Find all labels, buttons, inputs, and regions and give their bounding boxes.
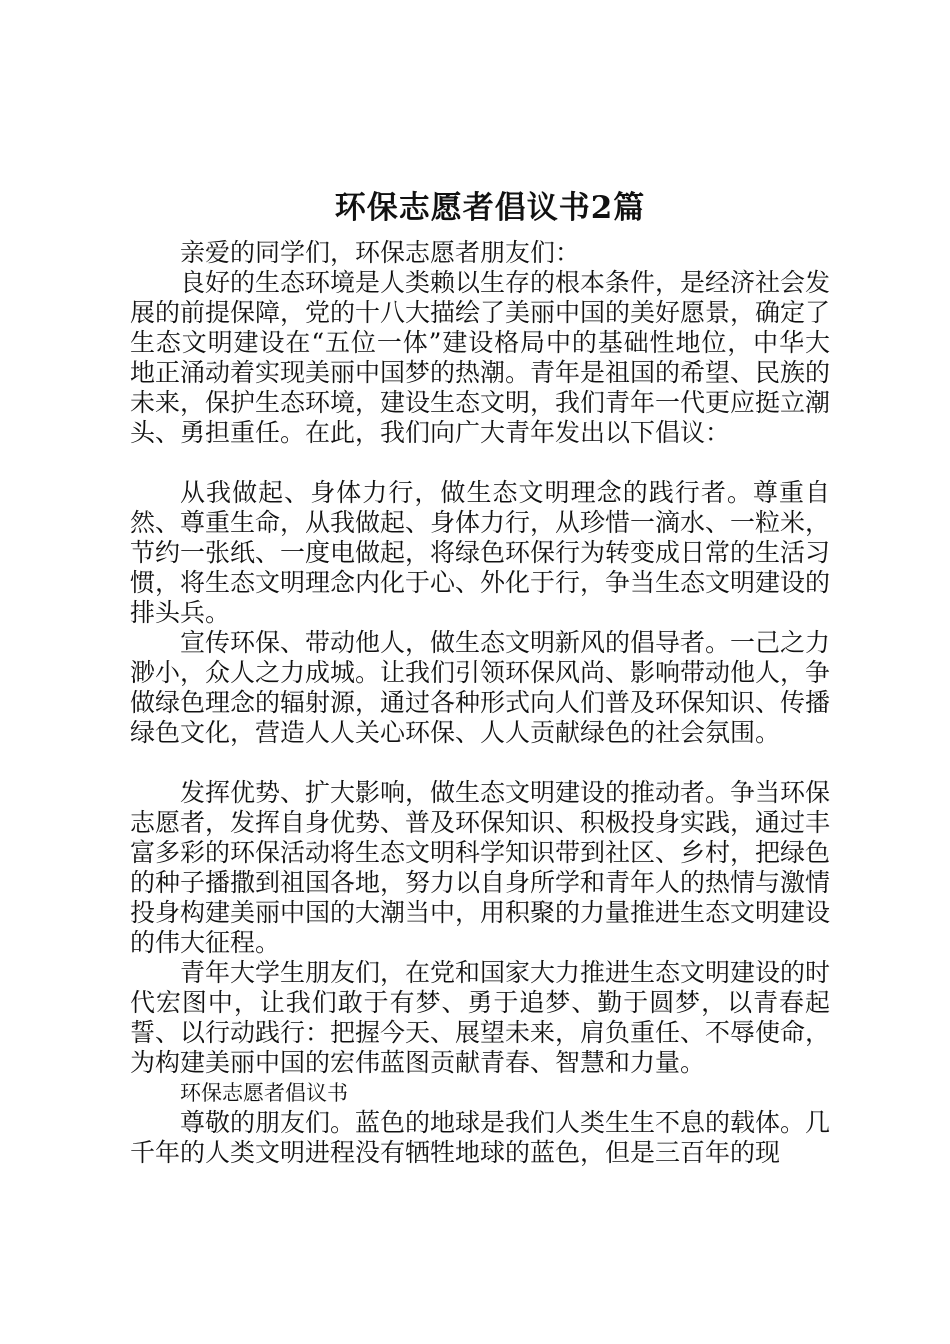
paragraph-second-intro: 尊敬的朋友们。蓝色的地球是我们人类生生不息的载体。几千年的人类文明进程没有牺牲地球的蓝色，但是三百年的现 [130,1108,831,1167]
salutation: 亲爱的同学们，环保志愿者朋友们： [180,238,581,267]
paragraph-call: 青年大学生朋友们，在党和国家大力推进生态文明建设的时代宏图中，让我们敢于有梦、勇于追梦、勤于圆梦，以青春起誓、以行动践行：把握今天、展望未来，肩负重任、不辱使命，为构建美丽中国的宏伟蓝图贡献青春、智慧和力量。 [130,958,831,1077]
paragraph-promote: 宣传环保、带动他人，做生态文明新风的倡导者。一己之力渺小，众人之力成城。让我们引领环保风尚、影响带动他人，争做绿色理念的辐射源，通过各种形式向人们普及环保知识、传播绿色文化，营造人人关心环保、人人贡献绿色的社会氛围。 [130,628,831,747]
section-heading-second: 环保志愿者倡议书 [180,1081,348,1105]
paragraph-intro: 良好的生态环境是人类赖以生存的根本条件，是经济社会发展的前提保障，党的十八大描绘了美丽中国的美好愿景，确定了生态文明建设在“五位一体”建设格局中的基础性地位，中华大地正涌动着实现美丽中国梦的热潮。青年是祖国的希望、民族的未来，保护生态环境，建设生态文明，我们青年一代更应挺立潮头、勇担重任。在此，我们向广大青年发出以下倡议： [130,268,831,447]
document-page [130,178,830,1168]
paragraph-practice: 从我做起、身体力行，做生态文明理念的践行者。尊重自然、尊重生命，从我做起、身体力行，从珍惜一滴水、一粒米，节约一张纸、一度电做起，将绿色环保行为转变成日常的生活习惯，将生态文明理念内化于心、外化于行，争当生态文明建设的排头兵。 [130,478,831,627]
document-title: 环保志愿者倡议书2篇 [334,190,646,226]
paragraph-advantage: 发挥优势、扩大影响，做生态文明建设的推动者。争当环保志愿者，发挥自身优势、普及环保知识、积极投身实践，通过丰富多彩的环保活动将生态文明科学知识带到社区、乡村，把绿色的种子播撒到祖国各地，努力以自身所学和青年人的热情与激情投身构建美丽中国的大潮当中，用积聚的力量推进生态文明建设的伟大征程。 [130,778,831,957]
